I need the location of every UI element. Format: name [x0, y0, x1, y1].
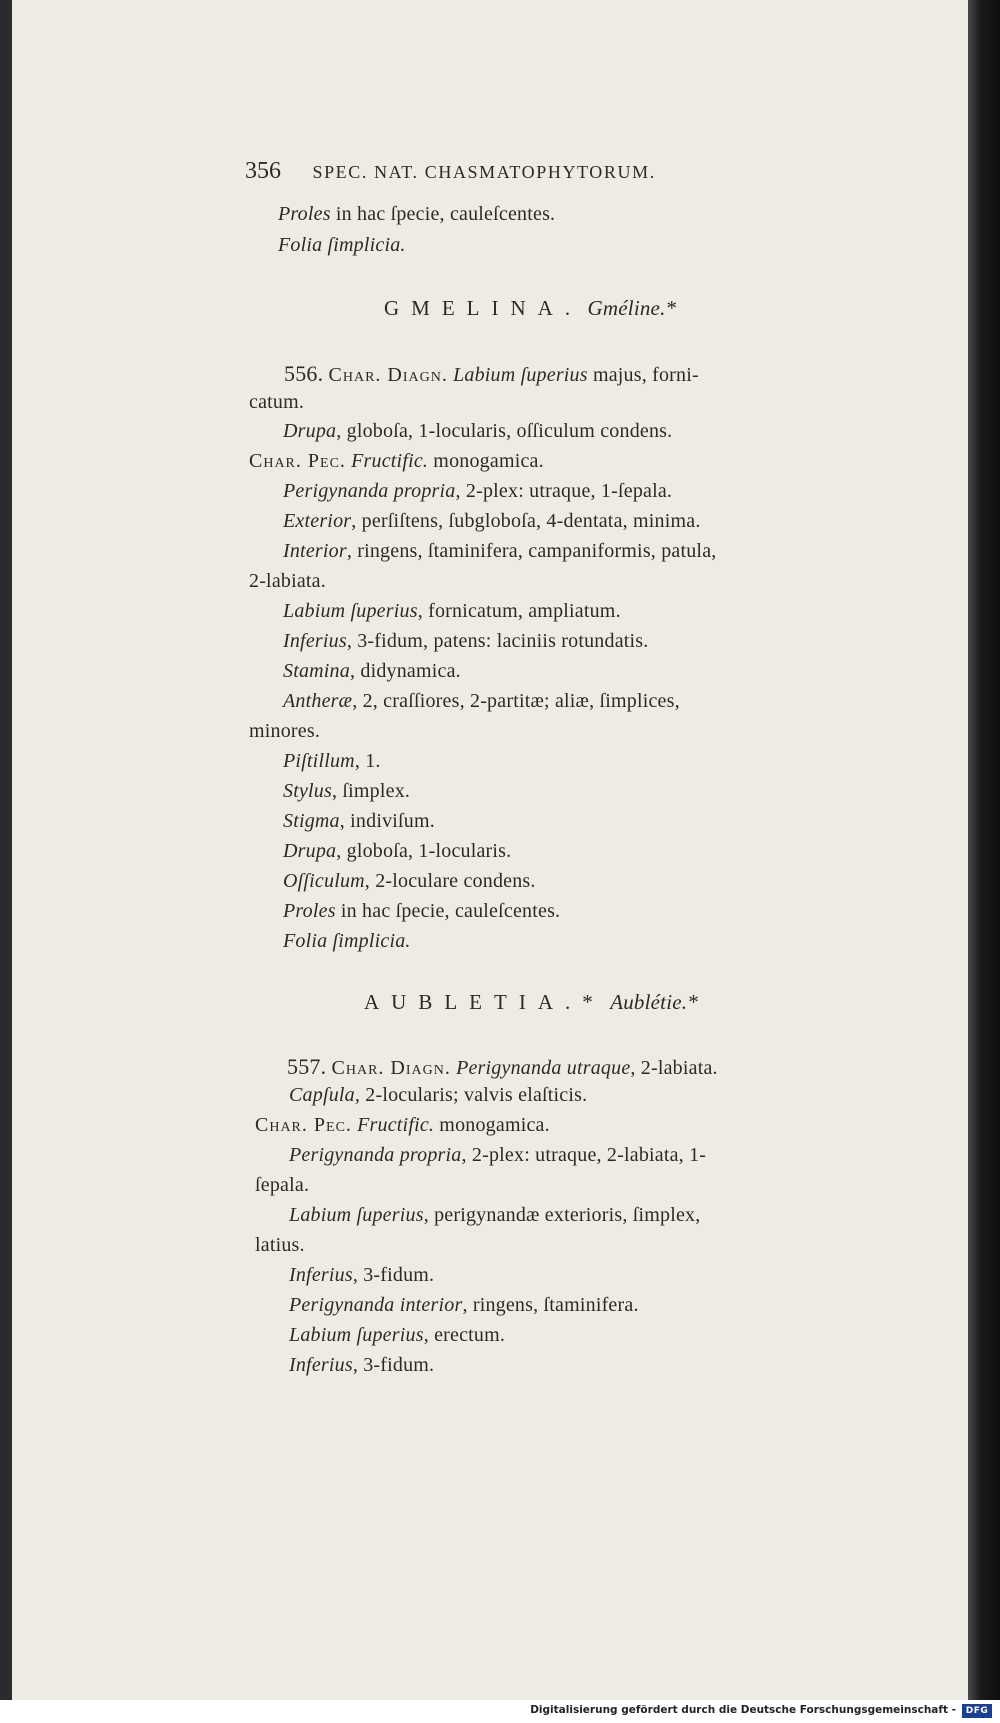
text-segment: Perigynanda propria — [289, 1144, 462, 1166]
text-line — [283, 600, 621, 623]
text-line — [283, 780, 410, 803]
text-line — [289, 1354, 434, 1377]
text-segment: 2-labiata. — [249, 570, 326, 592]
dfg-logo: DFG — [962, 1704, 992, 1718]
text-segment: Labium ſuperius — [289, 1204, 424, 1226]
text-segment: Labium ſuperius — [453, 364, 588, 386]
text-segment: , 2-labiata. — [630, 1057, 718, 1079]
text-segment: , indiviſum. — [339, 810, 435, 832]
text-segment: Perigynanda propria — [283, 480, 456, 502]
text-line — [283, 810, 435, 833]
footer — [0, 1700, 1000, 1723]
header-title: SPEC. NAT. CHASMATOPHYTORUM. — [312, 162, 656, 182]
text-segment: Proles — [278, 203, 331, 225]
text-segment: Oſſiculum — [283, 870, 365, 892]
text-line — [255, 1114, 550, 1137]
text-line — [283, 690, 680, 713]
text-segment: , globoſa, 1-locularis, oſſiculum condens. — [336, 420, 673, 442]
text-line — [289, 1294, 639, 1317]
text-segment: Folia ſimplicia. — [283, 930, 411, 952]
text-segment: Stamina — [283, 660, 350, 682]
text-line — [249, 720, 320, 743]
text-segment: Piſtillum — [283, 750, 355, 772]
text-line — [289, 1264, 434, 1287]
text-segment: Labium ſuperius — [283, 600, 418, 622]
text-segment: Proles — [283, 900, 336, 922]
text-segment: , 3-fidum. — [352, 1264, 435, 1286]
text-segment: Drupa — [283, 840, 337, 862]
text-segment: in hac ſpecie, cauleſcentes. — [330, 203, 556, 225]
text-line — [278, 234, 406, 257]
text-segment: in hac ſpecie, cauleſcentes. — [335, 900, 561, 922]
text-segment: Interior — [283, 540, 347, 562]
text-line — [283, 420, 672, 443]
page-binding-edge — [968, 0, 1000, 1700]
text-segment: , 2, craſſiores, 2-partitæ; aliæ, ſimplices, — [352, 690, 680, 712]
text-line — [283, 510, 701, 533]
text-segment: Perigynanda interior — [289, 1294, 463, 1316]
text-line — [283, 630, 648, 653]
text-segment: monogamica. — [434, 1114, 550, 1136]
text-segment: Drupa — [283, 420, 337, 442]
text-line — [283, 870, 536, 893]
text-segment: AUBLETIA.* — [364, 990, 605, 1014]
text-segment: Aublétie.* — [610, 990, 698, 1014]
text-segment: Inferius — [289, 1264, 353, 1286]
text-segment: Fructific. — [357, 1114, 435, 1136]
text-segment: , 2-loculare condens. — [364, 870, 536, 892]
text-segment: , erectum. — [423, 1324, 506, 1346]
text-segment: Char. Pec. — [249, 450, 346, 472]
text-segment: , 3-fidum. — [352, 1354, 435, 1376]
text-segment: , ringens, ſtaminifera. — [462, 1294, 639, 1316]
text-line — [289, 1324, 505, 1347]
text-segment: Labium ſuperius — [289, 1324, 424, 1346]
text-line — [255, 1174, 309, 1197]
text-segment: Char. Diagn. — [328, 364, 448, 386]
text-segment: Antheræ — [283, 690, 353, 712]
text-segment: majus, forni- — [587, 364, 699, 386]
text-line — [283, 840, 511, 863]
text-segment: monogamica. — [428, 450, 544, 472]
text-segment: Stigma — [283, 810, 340, 832]
text-line — [283, 900, 560, 923]
text-segment: , perſiſtens, ſubgloboſa, 4-dentata, minima. — [351, 510, 701, 532]
text-segment: , ſimplex. — [331, 780, 411, 802]
text-segment: Fructific. — [351, 450, 429, 472]
text-segment: , perigynandæ exterioris, ſimplex, — [423, 1204, 701, 1226]
running-head — [245, 158, 656, 185]
text-segment: , 3-fidum, patens: laciniis rotundatis. — [346, 630, 649, 652]
text-line — [287, 1054, 718, 1080]
text-line — [283, 930, 411, 953]
text-line — [283, 750, 381, 773]
text-segment: Perigynanda utraque — [456, 1057, 631, 1079]
text-segment: Stylus — [283, 780, 332, 802]
text-segment: Folia ſimplicia. — [278, 234, 406, 256]
text-line — [289, 1084, 587, 1107]
page-number: 356 — [245, 158, 281, 184]
genus-heading — [384, 296, 676, 321]
text-line — [284, 361, 699, 387]
text-line — [289, 1144, 706, 1167]
text-line — [289, 1204, 700, 1227]
book-page — [12, 0, 968, 1700]
text-segment: 556. — [284, 361, 324, 386]
text-segment: , 2-locularis; valvis elaſticis. — [354, 1084, 588, 1106]
text-segment: , 2-plex: utraque, 1-ſepala. — [455, 480, 673, 502]
text-line — [249, 450, 544, 473]
text-line — [283, 660, 461, 683]
text-segment: Inferius — [283, 630, 347, 652]
text-segment: , 2-plex: utraque, 2-labiata, 1- — [461, 1144, 707, 1166]
text-segment: 557. — [287, 1054, 327, 1079]
text-line — [249, 391, 304, 414]
text-line — [283, 480, 672, 503]
text-segment: Exterior — [283, 510, 352, 532]
text-line — [283, 540, 716, 563]
text-segment: , 1. — [354, 750, 381, 772]
text-segment: ſepala. — [255, 1174, 310, 1196]
text-segment: Char. Diagn. — [331, 1057, 451, 1079]
text-segment: Char. Pec. — [255, 1114, 352, 1136]
text-segment: , didynamica. — [349, 660, 461, 682]
genus-heading — [364, 990, 698, 1015]
text-segment: GMELINA. — [384, 296, 583, 320]
text-segment: Gméline.* — [587, 296, 677, 320]
footer-credit: Digitalisierung gefördert durch die Deutsche Forschungsgemeinschaft - — [530, 1704, 956, 1716]
text-segment: catum. — [249, 391, 305, 413]
text-segment: Capſula — [289, 1084, 355, 1106]
text-segment: , fornicatum, ampliatum. — [417, 600, 621, 622]
text-line — [278, 203, 555, 226]
text-line — [255, 1234, 305, 1257]
text-segment: Inferius — [289, 1354, 353, 1376]
text-segment: , ringens, ſtaminifera, campaniformis, patula, — [346, 540, 717, 562]
text-segment: , globoſa, 1-locularis. — [336, 840, 512, 862]
text-line — [249, 570, 326, 593]
text-segment: minores. — [249, 720, 321, 742]
text-segment: latius. — [255, 1234, 305, 1256]
